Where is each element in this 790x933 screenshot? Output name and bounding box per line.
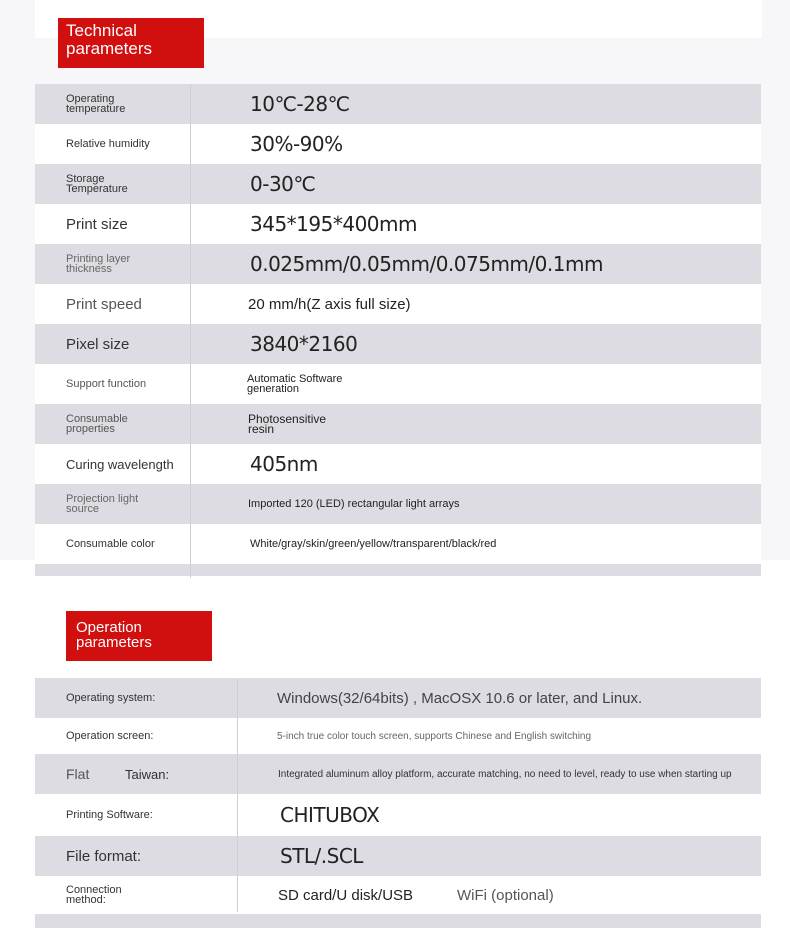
operation-table-divider — [237, 678, 238, 912]
row-value: SD card/U disk/USB — [278, 886, 414, 904]
table-row — [35, 284, 761, 324]
row-label: Support function — [66, 378, 147, 390]
row-label: Consumable properties — [66, 413, 128, 435]
row-value-secondary: WiFi (optional) — [457, 886, 554, 904]
row-value: 5-inch true color touch screen, supports Chinese and English switching — [277, 730, 592, 742]
row-value: 20 mm/h(Z axis full size) — [248, 295, 411, 313]
table-row — [35, 524, 761, 564]
row-value: Integrated aluminum alloy platform, accurate matching, no need to level, ready to use when starting up — [278, 768, 732, 780]
row-label: Operating temperature — [66, 93, 126, 115]
operation-parameters-title-text: Operation parameters — [76, 619, 152, 651]
row-value: Imported 120 (LED) rectangular light arrays — [248, 498, 460, 510]
row-value: 0.025mm/0.05mm/0.075mm/0.1mm — [250, 252, 603, 276]
table-footer-band — [35, 914, 761, 928]
row-value: 30%-90% — [250, 132, 343, 156]
row-value: Windows(32/64bits) , MacOSX 10.6 or later, and Linux. — [277, 689, 643, 707]
table-row — [35, 244, 761, 284]
table-row — [35, 204, 761, 244]
operation-parameters-table — [35, 678, 761, 928]
row-value: White/gray/skin/green/yellow/transparent/black/red — [250, 538, 497, 550]
row-label: Printing Software: — [66, 809, 153, 821]
row-label: Print size — [66, 215, 128, 233]
row-value: Automatic Software generation — [247, 373, 343, 395]
row-label: Curing wavelength — [66, 456, 174, 472]
operation-parameters-title — [66, 611, 212, 661]
table-row — [35, 678, 761, 718]
row-label: Operation screen: — [66, 730, 154, 742]
row-value: STL/.SCL — [280, 844, 363, 868]
row-value: CHITUBOX — [280, 803, 380, 827]
row-label: Storage Temperature — [66, 173, 128, 195]
table-row — [35, 124, 761, 164]
row-value: 345*195*400mm — [250, 212, 417, 236]
table-row — [35, 484, 761, 524]
table-row — [35, 164, 761, 204]
table-row — [35, 718, 761, 754]
table-row — [35, 364, 761, 404]
row-value: 405nm — [250, 452, 318, 476]
table-row — [35, 836, 761, 876]
row-label: Flat — [66, 766, 90, 782]
row-value: Photosensitive resin — [248, 412, 327, 436]
row-label: Projection light source — [66, 493, 139, 515]
row-value: 3840*2160 — [250, 332, 358, 356]
table-row — [35, 444, 761, 484]
technical-parameters-table — [35, 84, 761, 576]
table-footer-band — [35, 564, 761, 576]
row-label: Printing layer thickness — [66, 253, 131, 275]
table-row — [35, 324, 761, 364]
row-label: Consumable color — [66, 538, 155, 550]
technical-table-divider — [190, 84, 191, 578]
row-label: Relative humidity — [66, 138, 150, 150]
table-row — [35, 404, 761, 444]
row-label: File format: — [66, 847, 142, 865]
technical-parameters-title — [58, 18, 204, 68]
row-label: Connection method: — [66, 884, 122, 906]
row-value: 0-30℃ — [250, 172, 316, 196]
technical-parameters-title-text: Technical parameters — [66, 21, 152, 58]
row-value: 10℃-28℃ — [250, 92, 350, 116]
row-label: Print speed — [66, 295, 142, 313]
row-label: Pixel size — [66, 335, 130, 353]
row-label-secondary: Taiwan: — [125, 766, 170, 782]
table-row — [35, 876, 761, 914]
table-row — [35, 84, 761, 124]
table-row — [35, 794, 761, 836]
row-label: Operating system: — [66, 692, 156, 704]
table-row — [35, 754, 761, 794]
